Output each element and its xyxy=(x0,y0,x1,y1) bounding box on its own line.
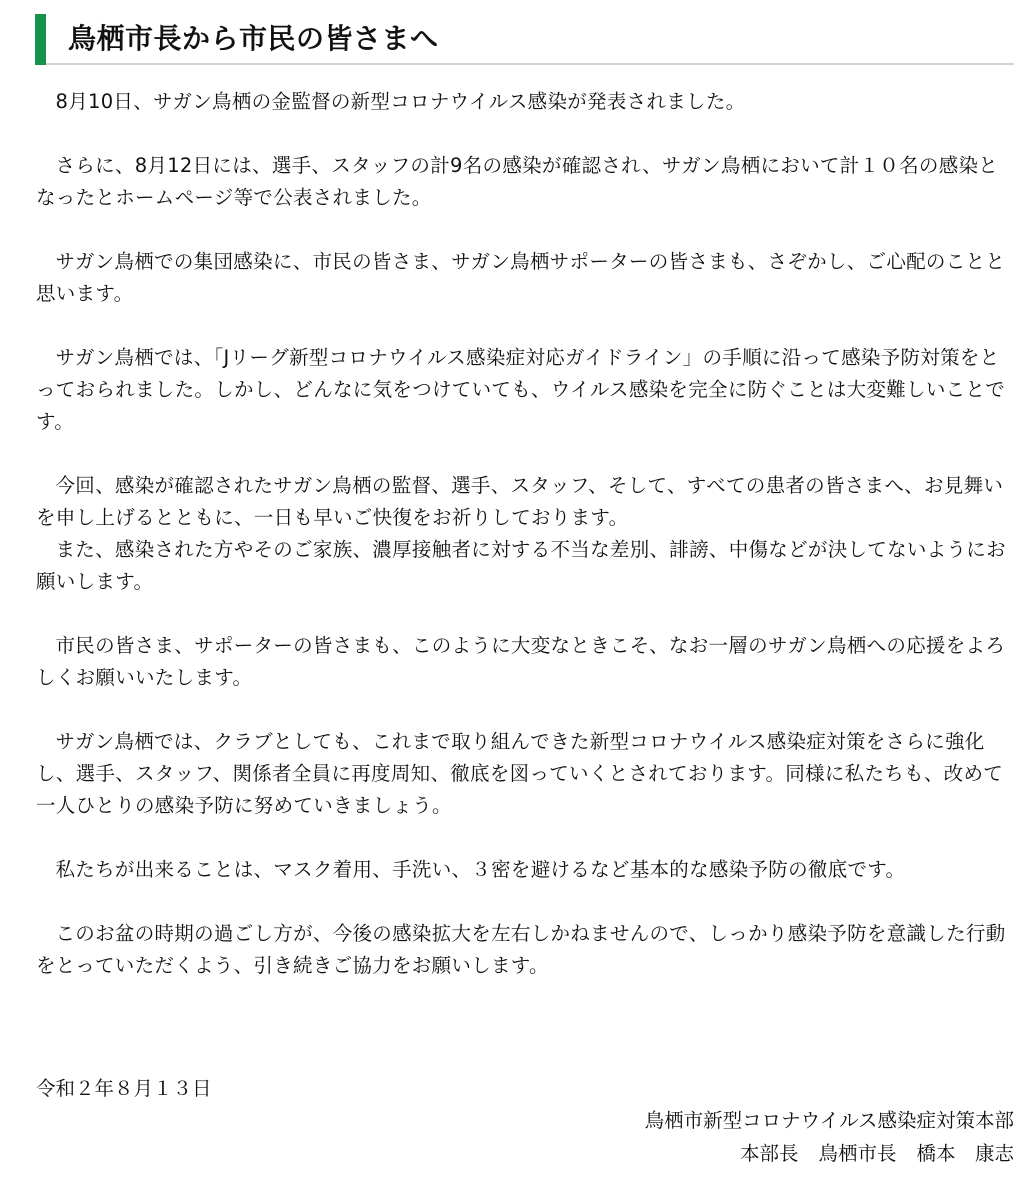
message-body xyxy=(36,86,1008,982)
signature-role-mayor: 鳥栖市長 xyxy=(818,1142,897,1165)
issue-date: 令和２年８月１３日 xyxy=(36,1077,212,1100)
paragraph: さらに、8月12日には、選手、スタッフの計9名の感染が確認され、サガン鳥栖において計１０名の感染となったとホームページ等で公表されました。 xyxy=(36,154,999,209)
paragraph-spacer xyxy=(36,886,1008,918)
signature-organization: 鳥栖市新型コロナウイルス感染症対策本部 xyxy=(644,1109,1014,1132)
paragraph: 市民の皆さま、サポーターの皆さまも、このように大変なときこそ、なお一層のサガン鳥栖への応援をよろしくお願いいたします。 xyxy=(36,634,1006,689)
paragraph-spacer xyxy=(36,822,1008,854)
paragraph-spacer xyxy=(36,118,1008,150)
page-header xyxy=(35,14,1014,65)
paragraph: 私たちが出来ることは、マスク着用、手洗い、３密を避けるなど基本的な感染予防の徹底です。 xyxy=(55,858,906,881)
paragraph: サガン鳥栖では、「Jリーグ新型コロナウイルス感染症対応ガイドライン」の手順に沿って感染予防対策をとっておられました。しかし、どんなに気をつけていても、ウイルス感染を完全に防ぐことは大変難しいことです。 xyxy=(36,346,1006,433)
signature-role-head: 本部長 xyxy=(739,1142,799,1165)
paragraph-spacer xyxy=(36,598,1008,630)
page-title: 鳥栖市長から市民の皆さまへ xyxy=(68,22,439,55)
paragraph: サガン鳥栖では、クラブとしても、これまで取り組んできた新型コロナウイルス感染症対策をさらに強化し、選手、スタッフ、関係者全員に再度周知、徹底を図っていくとされております。同様に私たちも、改めて一人ひとりの感染予防に努めていきましょう。 xyxy=(36,730,1004,817)
signature-name: 橋本 康志 xyxy=(916,1142,1014,1165)
paragraph-spacer xyxy=(36,438,1008,470)
title-accent-bar xyxy=(35,14,46,65)
paragraph-spacer xyxy=(36,310,1008,342)
paragraph: このお盆の時期の過ごし方が、今後の感染拡大を左右しかねませんので、しっかり感染予防を意識した行動をとっていただくよう、引き続きご協力をお願いします。 xyxy=(36,922,1006,977)
paragraph-spacer xyxy=(36,694,1008,726)
paragraph: 今回、感染が確認されたサガン鳥栖の監督、選手、スタッフ、そして、すべての患者の皆さまへ、お見舞いを申し上げるとともに、一日も早いご快復をお祈りしております。 xyxy=(36,474,1004,529)
paragraph: 8月10日、サガン鳥栖の金監督の新型コロナウイルス感染が発表されました。 xyxy=(55,90,746,113)
signature-line xyxy=(720,1138,1014,1170)
paragraph: また、感染された方やそのご家族、濃厚接触者に対する不当な差別、誹謗、中傷などが決してないようにお願いします。 xyxy=(36,538,1006,593)
paragraph: サガン鳥栖での集団感染に、市民の皆さま、サガン鳥栖サポーターの皆さまも、さぞかし、ご心配のことと思います。 xyxy=(36,250,1006,305)
paragraph-spacer xyxy=(36,214,1008,246)
